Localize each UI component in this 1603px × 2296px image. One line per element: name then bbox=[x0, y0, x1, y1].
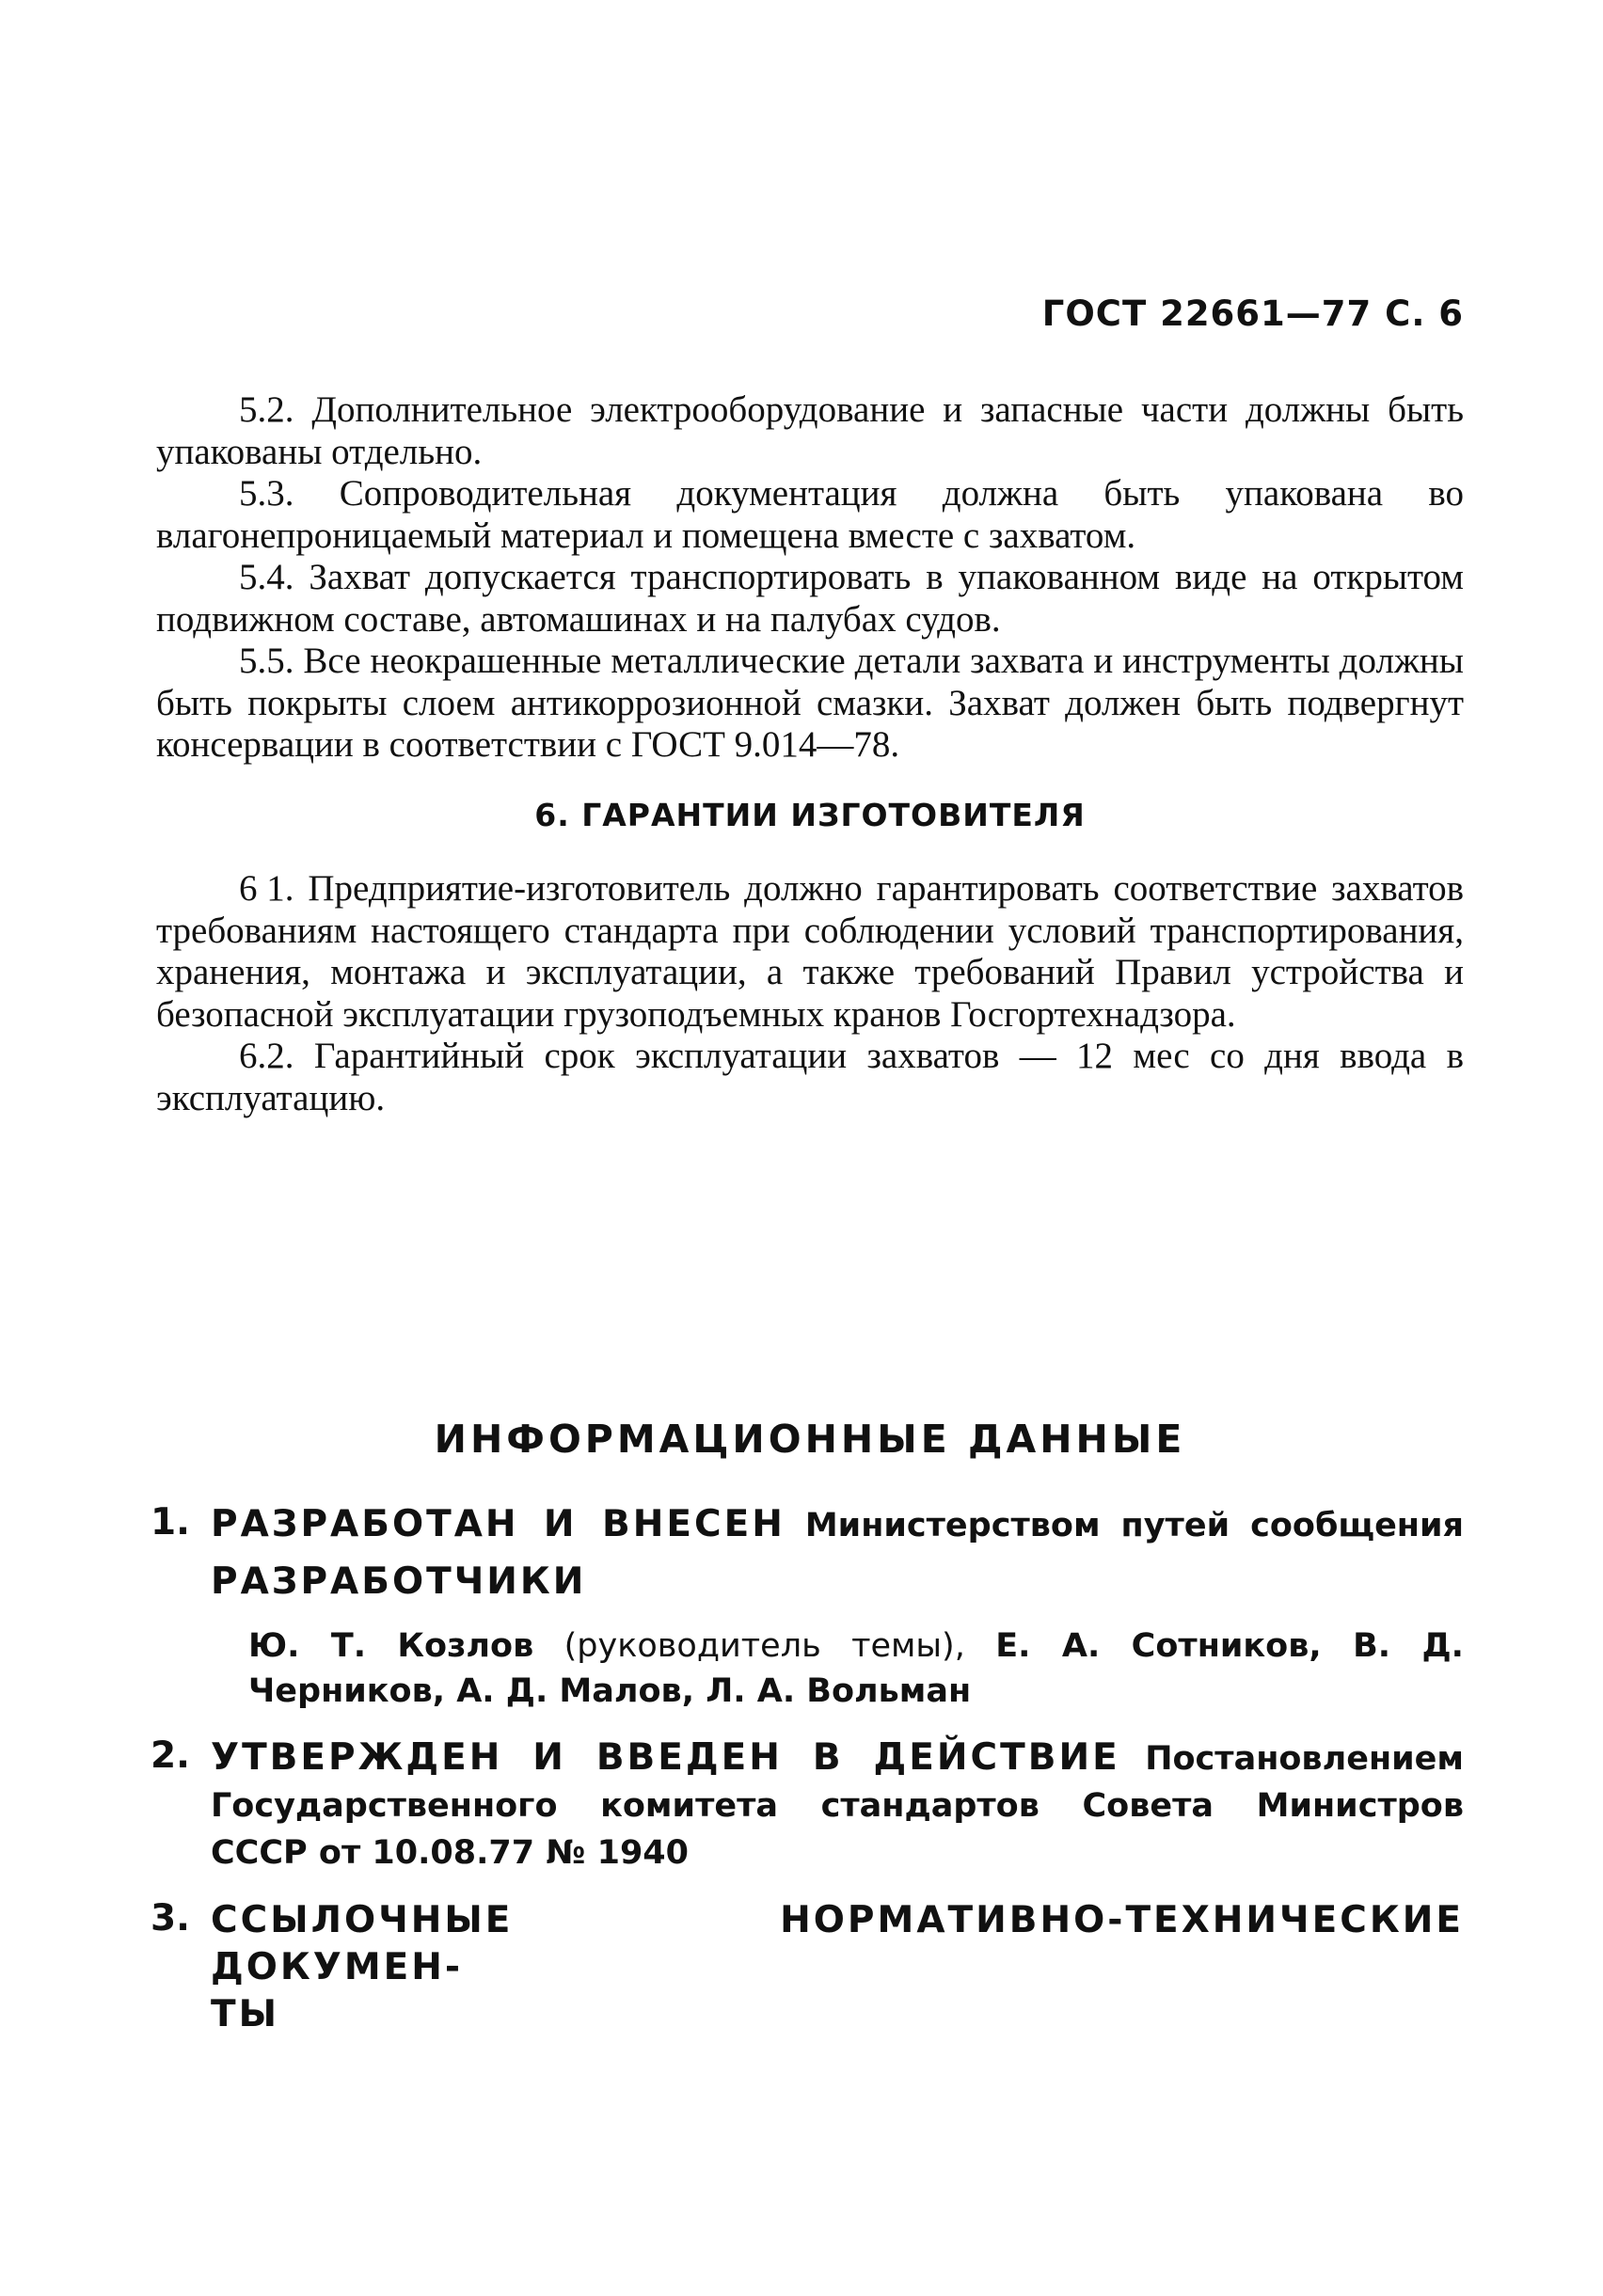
paragraph-6-1 bbox=[156, 868, 1464, 1036]
paragraph-5-4 bbox=[156, 557, 1464, 641]
item-caption: ТЫ bbox=[211, 1993, 280, 2035]
item-caption: ССЫЛОЧНЫЕ НОРМАТИВНО-ТЕХНИЧЕСКИЕ ДОКУМЕН- bbox=[211, 1899, 1464, 1988]
info-item-references bbox=[151, 1897, 1464, 2038]
section-heading: 6. ГАРАНТИИ ИЗГОТОВИТЕЛЯ bbox=[534, 796, 1086, 833]
item-number: 1. bbox=[151, 1501, 190, 1544]
paragraph-text: Сопроводительная документация должна быть упакована во влагонепроницаемый материал и помещена вместе с захватом. bbox=[156, 473, 1465, 556]
paragraph-number: 5.4. bbox=[239, 557, 294, 597]
info-item-developed bbox=[151, 1501, 1464, 1714]
paragraph-5-2 bbox=[156, 389, 1464, 473]
lead-developer: Ю. Т. Козлов bbox=[248, 1627, 534, 1665]
paragraph-number: 6.2. bbox=[239, 1036, 294, 1076]
paragraph-6-2 bbox=[156, 1036, 1464, 1119]
running-head: ГОСТ 22661—77 С. 6 bbox=[1041, 293, 1464, 334]
paragraph-text: Захват допускается транспортировать в упакованном виде на открытом подвижном составе, автомашинах и на палубах судов. bbox=[156, 557, 1464, 640]
other-developers: Е. А. Сотников, В. Д. Черников, А. Д. Малов, Л. А. Вольман bbox=[248, 1627, 1464, 1710]
item-number: 2. bbox=[151, 1734, 190, 1777]
paragraph-text: Гарантийный срок эксплуатации захватов — 12 мес со дня ввода в эксплуатацию. bbox=[156, 1036, 1464, 1118]
item-number: 3. bbox=[151, 1897, 190, 1940]
info-item-approved bbox=[151, 1734, 1464, 1876]
lead-role: (руководитель темы), bbox=[563, 1627, 965, 1665]
developers-heading: РАЗРАБОТЧИКИ bbox=[211, 1560, 587, 1603]
paragraph-text: Дополнительное электрооборудование и запасные части должны быть упакованы отдельно. bbox=[156, 389, 1465, 472]
item-text: Постановлением bbox=[1145, 1740, 1464, 1778]
item-line bbox=[211, 1501, 1464, 1549]
item-line: Государственного комитета стандартов Совета Министров bbox=[211, 1787, 1464, 1825]
paragraph-number: 5.5. bbox=[239, 641, 294, 681]
body-text bbox=[156, 389, 1464, 1119]
paragraph-5-5 bbox=[156, 641, 1464, 767]
item-line bbox=[211, 1734, 1464, 1782]
item-caption: РАЗРАБОТАН И ВНЕСЕН bbox=[211, 1503, 786, 1545]
item-text: Министерством путей сообщения bbox=[804, 1507, 1464, 1544]
item-caption: УТВЕРЖДЕН И ВВЕДЕН В ДЕЙСТВИЕ bbox=[211, 1736, 1120, 1779]
paragraph-number: 5.3. bbox=[239, 473, 294, 514]
paragraph-number: 6 1. bbox=[239, 868, 294, 909]
paragraph-5-3 bbox=[156, 473, 1464, 557]
item-line: СССР от 10.08.77 № 1940 bbox=[211, 1834, 690, 1872]
developers-list bbox=[211, 1623, 1464, 1714]
paragraph-text: Все неокрашенные металлические детали захвата и инструменты должны быть покрыты слоем антикоррозионной смазки. Захват должен быть подвергнут консервации в соответствии с ГОСТ 9.014—78. bbox=[156, 641, 1464, 765]
paragraph-number: 5.2. bbox=[239, 389, 294, 430]
paragraph-text: Предприятие-изготовитель должно гарантировать соответствие захватов требованиям настоящего стандарта при соблюдении условий транспортирования, хранения, монтажа и эксплуатации, а также требований Правил устройства и безопасной эксплуатации грузоподъемных кранов Госгортехнадзора. bbox=[156, 868, 1465, 1035]
info-block bbox=[151, 1501, 1464, 2059]
info-title: ИНФОРМАЦИОННЫЕ ДАННЫЕ bbox=[434, 1417, 1186, 1462]
